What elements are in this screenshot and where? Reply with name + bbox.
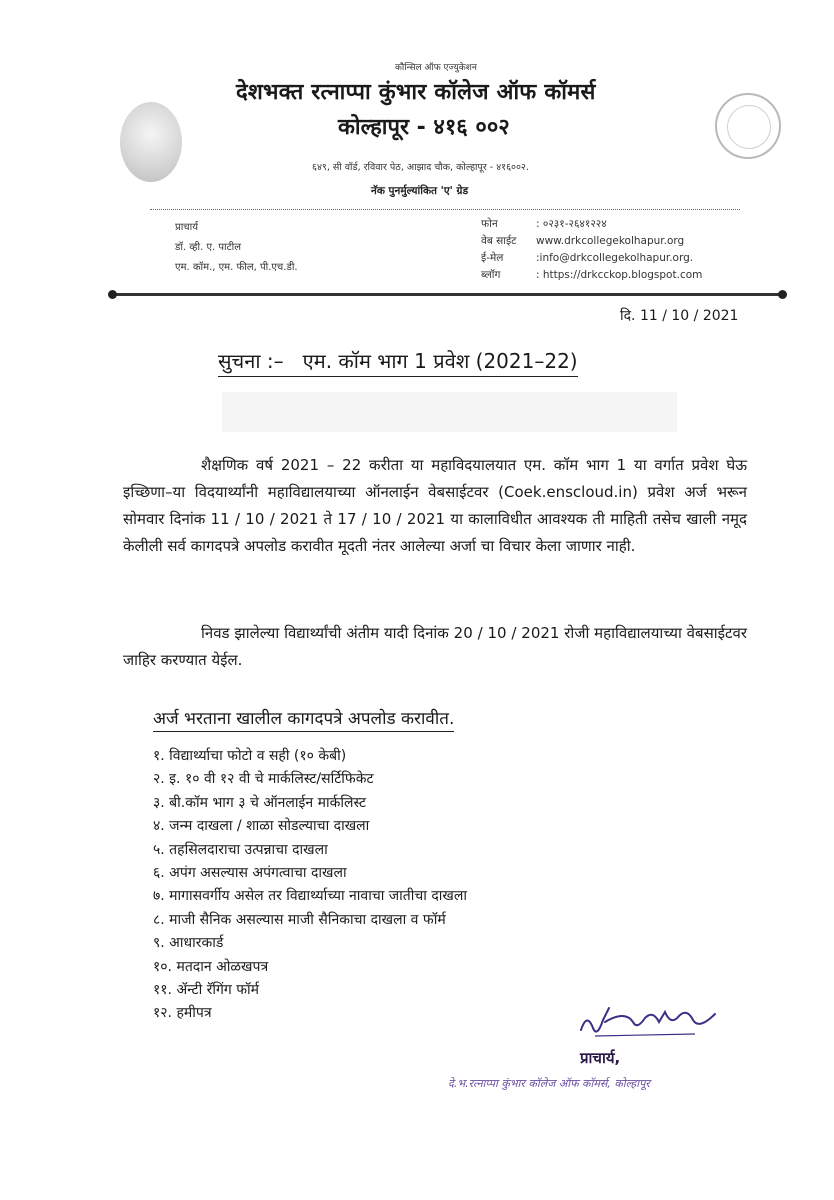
principal-signature bbox=[575, 1000, 725, 1045]
council-label: कौन्सिल ऑफ एज्युकेशन bbox=[395, 63, 477, 73]
list-item: ४. जन्म दाखला / शाळा सोडल्याचा दाखला bbox=[153, 818, 370, 835]
letterhead-rule bbox=[112, 293, 782, 296]
rule-end-right bbox=[778, 290, 787, 299]
college-city: कोल्हापूर - ४१६ ००२ bbox=[338, 115, 510, 140]
bleed-through-text bbox=[222, 392, 677, 432]
contact-blog[interactable]: ब्लॉग : https://drkcckop.blogspot.com bbox=[481, 269, 703, 281]
list-item: ६. अपंग असल्यास अपंगत्वाचा दाखला bbox=[153, 864, 347, 881]
header-divider bbox=[150, 209, 740, 210]
notice-subject: सुचना :– एम. कॉम भाग 1 प्रवेश (2021–22) bbox=[218, 347, 578, 377]
principal-title: प्राचार्य bbox=[175, 222, 199, 233]
college-stamp: दे.भ.रत्नाप्पा कुंभार कॉलेज ऑफ कॉमर्स, कोल्हापूर bbox=[448, 1077, 650, 1090]
contact-website[interactable]: वेब साईट www.drkcollegekolhapur.org bbox=[481, 235, 685, 247]
naac-grade: नॅक पुनर्मुल्यांकित 'ए' ग्रेड bbox=[371, 185, 469, 197]
rule-end-left bbox=[108, 290, 117, 299]
principal-block bbox=[175, 218, 298, 278]
list-item: ७. मागासवर्गीय असेल तर विद्यार्थ्याच्या नावाचा जातीचा दाखला bbox=[153, 888, 468, 905]
list-item: ८. माजी सैनिक असल्यास माजी सैनिकाचा दाखला व फॉर्म bbox=[153, 911, 446, 928]
list-item: १०. मतदान ओळखपत्र bbox=[153, 958, 269, 975]
college-address: ६४९, सी वॉर्ड, रविवार पेठ, आझाद चौक, कोल्हापूर - ४१६००२. bbox=[312, 162, 529, 173]
documents-list bbox=[153, 745, 467, 1026]
college-seal bbox=[715, 93, 781, 159]
list-item: ११. ॲन्टी रॅगिंग फॉर्म bbox=[153, 981, 260, 998]
founder-portrait bbox=[120, 102, 182, 182]
list-item: ३. बी.कॉम भाग ३ चे ऑनलाईन मार्कलिस्ट bbox=[153, 794, 366, 811]
notice-paragraph-2: निवड झालेल्या विद्यार्थ्यांची अंतीम यादी दिनांक 20 / 10 / 2021 रोजी महाविद्यालयाच्या वेबसाईटवर जाहिर करण्यात येईल. bbox=[123, 624, 747, 669]
principal-name: डॉ. व्ही. ए. पाटील bbox=[175, 242, 242, 253]
contact-block bbox=[481, 216, 702, 284]
college-name: देशभक्त रत्नाप्पा कुंभार कॉलेज ऑफ कॉमर्स bbox=[236, 80, 596, 105]
list-item: २. इ. १० वी १२ वी चे मार्कलिस्ट/सर्टिफिकेट bbox=[153, 771, 374, 788]
list-item: १२. हमीपत्र bbox=[153, 1005, 212, 1022]
signatory-title: प्राचार्य, bbox=[580, 1049, 621, 1067]
notice-paragraph-1: शैक्षणिक वर्ष 2021 – 22 करीता या महाविदयालयात एम. कॉम भाग 1 या वर्गात प्रवेश घेऊ इच्छिणा–या विदयार्थ्यांनी महाविद्यालयाच्या ऑनलाईन वेबसाईटवर (Coek.enscloud.in) प्रवेश अर्ज भरून सोमवार दिनांक 11 / 10 / 2021 ते 17 / 10 / 2021 या कालाविधीत आवश्यक ती माहिती तसेच खाली नमूद केलीली सर्व कागदपत्रे अपलोड करावीत मूदती नंतर आलेल्या अर्जा चा विचार केला जाणार नाही. bbox=[123, 456, 747, 555]
list-item: ९. आधारकार्ड bbox=[153, 935, 224, 952]
list-item: १. विद्यार्थ्याचा फोटो व सही (१० केबी) bbox=[153, 748, 347, 764]
notice-date: दि. 11 / 10 / 2021 bbox=[620, 308, 739, 324]
contact-email[interactable]: ई-मेल :info@drkcollegekolhapur.org. bbox=[481, 252, 694, 264]
list-item: ५. तहसिलदाराचा उत्पन्नाचा दाखला bbox=[153, 841, 328, 858]
contact-phone: फोन : ०२३१-२६४१२२४ bbox=[481, 218, 607, 230]
documents-heading: अर्ज भरताना खालील कागदपत्रे अपलोड करावीत. bbox=[153, 706, 454, 732]
principal-qualification: एम. कॉम., एम. फील, पी.एच.डी. bbox=[175, 262, 298, 273]
